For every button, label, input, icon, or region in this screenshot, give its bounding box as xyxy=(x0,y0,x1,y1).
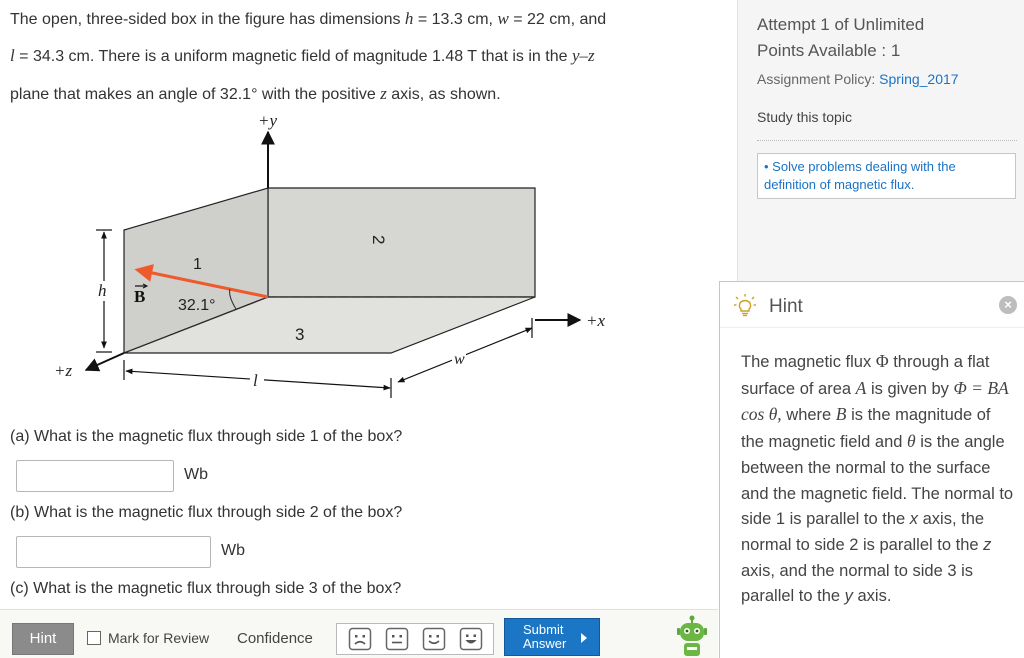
hint-text-run: is the magnitude of the magnetic field and xyxy=(741,406,991,452)
review-label: Mark for Review xyxy=(108,630,210,646)
part-a-unit: Wb xyxy=(184,466,208,483)
question-line-1 xyxy=(10,9,606,29)
study-topic-heading: Study this topic xyxy=(757,109,852,125)
part-b-question: (b) What is the magnetic flux through side 2 of the box? xyxy=(10,504,403,521)
label-plus-z: +z xyxy=(54,361,73,380)
points-available: Points Available : 1 xyxy=(757,41,901,60)
hint-text-run: The magnetic flux xyxy=(741,353,876,371)
side-label-2: 2 xyxy=(369,235,388,245)
part-b-answer-input[interactable] xyxy=(16,536,211,568)
hint-text-run: through a flat surface of area xyxy=(741,353,990,398)
part-a-question: (a) What is the magnetic flux through side 1 of the box? xyxy=(10,428,403,445)
side-label-3: 3 xyxy=(295,325,305,344)
question-line-2 xyxy=(10,46,595,66)
symbol-theta: θ xyxy=(907,431,916,452)
question-line-3 xyxy=(10,84,501,104)
confidence-label: Confidence xyxy=(237,630,313,647)
hint-text-run: is the angle between the normal to the surface and the magnetic field. The normal to side 1 is parallel to the xyxy=(741,433,1014,529)
hint-text-run: axis, the normal to side 2 is parallel to the xyxy=(741,510,985,554)
label-h: h xyxy=(98,281,107,300)
hint-text-run: where xyxy=(781,406,836,425)
box-figure xyxy=(40,106,640,412)
mark-for-review[interactable] xyxy=(87,630,209,646)
var-z: z xyxy=(380,84,387,103)
symbol-b: B xyxy=(835,404,847,425)
symbol-phi: Φ xyxy=(875,351,889,371)
symbol-a: A xyxy=(855,377,867,398)
hint-title: Hint xyxy=(769,296,803,317)
part-b-unit: Wb xyxy=(221,542,245,559)
part-a-answer-input[interactable] xyxy=(16,460,174,492)
smile-icon[interactable] xyxy=(422,627,446,651)
label-plus-x: +x xyxy=(586,311,606,330)
var-yz: y–z xyxy=(571,46,595,65)
hint-header xyxy=(720,282,1024,328)
flux-formula: Φ = BA cos θ, xyxy=(741,377,1009,425)
question-text: = 13.3 cm, xyxy=(413,11,498,28)
label-angle: 32.1° xyxy=(178,297,216,314)
label-plus-y: +y xyxy=(258,111,278,130)
answer-toolbar xyxy=(0,609,718,658)
label-b: B xyxy=(134,287,146,306)
question-text: = 22 cm, and xyxy=(508,11,607,28)
grin-icon[interactable] xyxy=(459,627,483,651)
var-x: x xyxy=(909,510,919,529)
label-l: l xyxy=(253,371,258,390)
frown-icon[interactable] xyxy=(348,627,372,651)
review-checkbox[interactable] xyxy=(87,631,101,645)
hint-text-run: axis. xyxy=(852,587,892,606)
policy-label: Assignment Policy: xyxy=(757,71,880,87)
play-icon xyxy=(581,633,587,643)
hint-text xyxy=(741,349,1016,610)
var-w: w xyxy=(497,9,509,28)
hint-text-run: axis, and the normal to side 3 is parallel to the xyxy=(741,561,974,606)
robot-assistant-icon[interactable] xyxy=(676,615,708,658)
z-axis xyxy=(86,353,124,370)
box-diagram xyxy=(40,106,640,412)
var-z: z xyxy=(983,535,992,554)
question-text: The open, three-sided box in the figure has dimensions xyxy=(10,11,405,28)
question-text: = 34.3 cm. There is a uniform magnetic field of magnitude 1.48 T that is in the xyxy=(14,48,572,65)
question-text: plane that makes an angle of 32.1° with the positive xyxy=(10,86,381,103)
assignment-policy xyxy=(757,71,959,87)
submit-label-1: Submit xyxy=(523,622,564,637)
hint-text-run: is given by xyxy=(866,379,954,398)
part-c-question: (c) What is the magnetic flux through side 3 of the box? xyxy=(10,580,402,597)
neutral-icon[interactable] xyxy=(385,627,409,651)
topic-link[interactable]: • Solve problems dealing with the definition of magnetic flux. xyxy=(757,153,1016,199)
question-text: axis, as shown. xyxy=(386,86,501,103)
var-l: l xyxy=(10,46,15,65)
hint-panel xyxy=(719,281,1024,658)
close-icon[interactable]: × xyxy=(999,296,1017,314)
var-y: y xyxy=(844,587,853,606)
side-label-1: 1 xyxy=(193,256,202,273)
var-h: h xyxy=(404,9,414,28)
submit-answer-button[interactable] xyxy=(504,618,600,656)
policy-link[interactable]: Spring_2017 xyxy=(879,71,959,87)
confidence-selector xyxy=(336,623,494,655)
lightbulb-icon xyxy=(733,293,757,317)
hint-button[interactable]: Hint xyxy=(12,623,74,655)
divider xyxy=(757,140,1017,141)
side-2-face xyxy=(268,188,535,297)
label-w: w xyxy=(454,351,465,368)
submit-label-2: Answer xyxy=(523,636,567,651)
attempt-info: Attempt 1 of Unlimited xyxy=(757,15,925,34)
